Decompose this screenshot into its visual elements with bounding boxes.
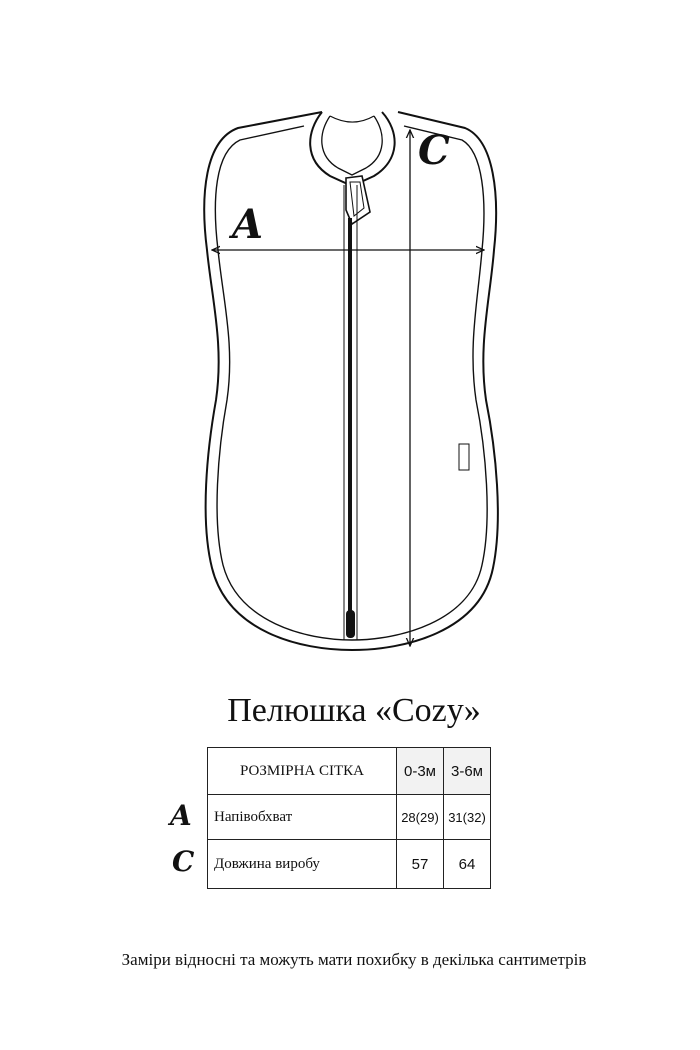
collar-back	[330, 116, 374, 122]
table-row	[208, 795, 491, 840]
measure-a-label: A	[232, 201, 264, 248]
zipper-end	[346, 610, 355, 638]
table-header-label: РОЗМІРНА СІТКА	[208, 748, 397, 795]
table-cell: 28(29)	[397, 795, 444, 840]
size-table	[207, 747, 491, 889]
table-row-label: Довжина виробу	[208, 840, 397, 889]
table-row	[208, 840, 491, 889]
row-marker-c: C	[172, 845, 195, 878]
measurement-note: Заміри відносні та можуть мати похибку в декілька сантиметрів	[121, 950, 587, 969]
row-marker-a: A	[170, 799, 192, 832]
table-header-size: 3-6м	[444, 748, 491, 795]
table-cell: 64	[444, 840, 491, 889]
table-header-size: 0-3м	[397, 748, 444, 795]
product-title: Пелюшка «Cozy»	[227, 692, 481, 729]
table-header-row	[208, 748, 491, 795]
measure-c-label: C	[418, 127, 450, 174]
collar-inner	[322, 116, 382, 175]
table-cell: 31(32)	[444, 795, 491, 840]
table-row-label: Напівобхват	[208, 795, 397, 840]
zipper-pull	[346, 176, 370, 224]
size-tag	[459, 444, 469, 470]
table-cell: 57	[397, 840, 444, 889]
